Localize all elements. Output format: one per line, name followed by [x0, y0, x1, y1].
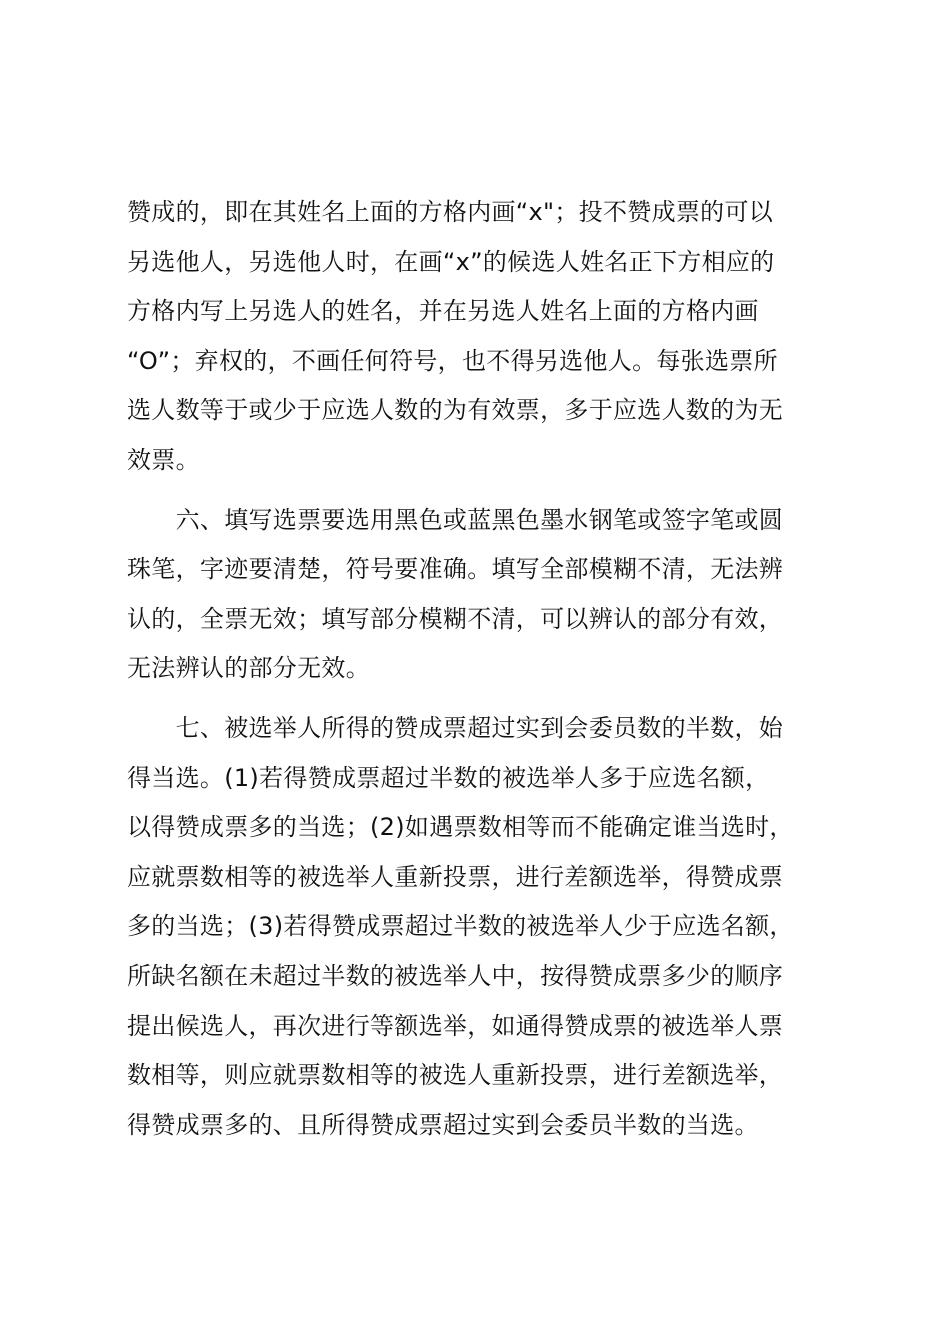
text-line: 数相等，则应就票数相等的被选人重新投票，进行差额选举，: [127, 1061, 784, 1090]
text-line: 七、被选举人所得的赞成票超过实到会委员数的半数，始: [127, 713, 784, 742]
text-line: 应就票数相等的被选举人重新投票，进行差额选举，得赞成票: [127, 862, 784, 891]
document-page: [127, 188, 827, 1160]
text-line: “O”；弃权的，不画任何符号，也不得另选他人。每张选票所: [127, 346, 778, 375]
text-line: 方格内写上另选人的姓名，并在另选人姓名上面的方格内画: [127, 297, 759, 326]
text-line: 所缺名额在未超过半数的被选举人中，按得赞成票多少的顺序: [127, 961, 784, 990]
text-line: 多的当选；(3)若得赞成票超过半数的被选举人少于应选名额，: [127, 912, 794, 941]
text-line: 另选他人，另选他人时，在画“x”的候选人姓名正下方相应的: [127, 247, 775, 276]
paragraph-section-six: [127, 496, 827, 694]
text-line: 以得赞成票多的当选；(2)如遇票数相等而不能确定谁当选时，: [127, 813, 794, 842]
text-line: 无法辨认的部分无效。: [127, 654, 370, 683]
text-line: 效票。: [127, 445, 200, 474]
text-line: 赞成的，即在其姓名上面的方格内画“x"；投不赞成票的可以: [127, 198, 774, 226]
text-line: 得赞成票多的、且所得赞成票超过实到会委员半数的当选。: [127, 1110, 759, 1139]
text-line: 提出候选人，再次进行等额选举，如通得赞成票的被选举人票: [127, 1011, 784, 1040]
text-line: 六、填写选票要选用黑色或蓝黑色墨水钢笔或签字笔或圆: [127, 505, 784, 534]
paragraph-section-seven: [127, 704, 827, 1150]
text-line: 得当选。(1)若得赞成票超过半数的被选举人多于应选名额，: [127, 763, 770, 792]
text-line: 选人数等于或少于应选人数的为有效票，多于应选人数的为无: [127, 396, 784, 425]
paragraph-ballot-marking: [127, 188, 827, 486]
text-line: 认的，全票无效；填写部分模糊不清，可以辨认的部分有效，: [127, 604, 784, 633]
text-line: 珠笔，字迹要清楚，符号要准确。填写全部模糊不清，无法辨: [127, 555, 784, 584]
